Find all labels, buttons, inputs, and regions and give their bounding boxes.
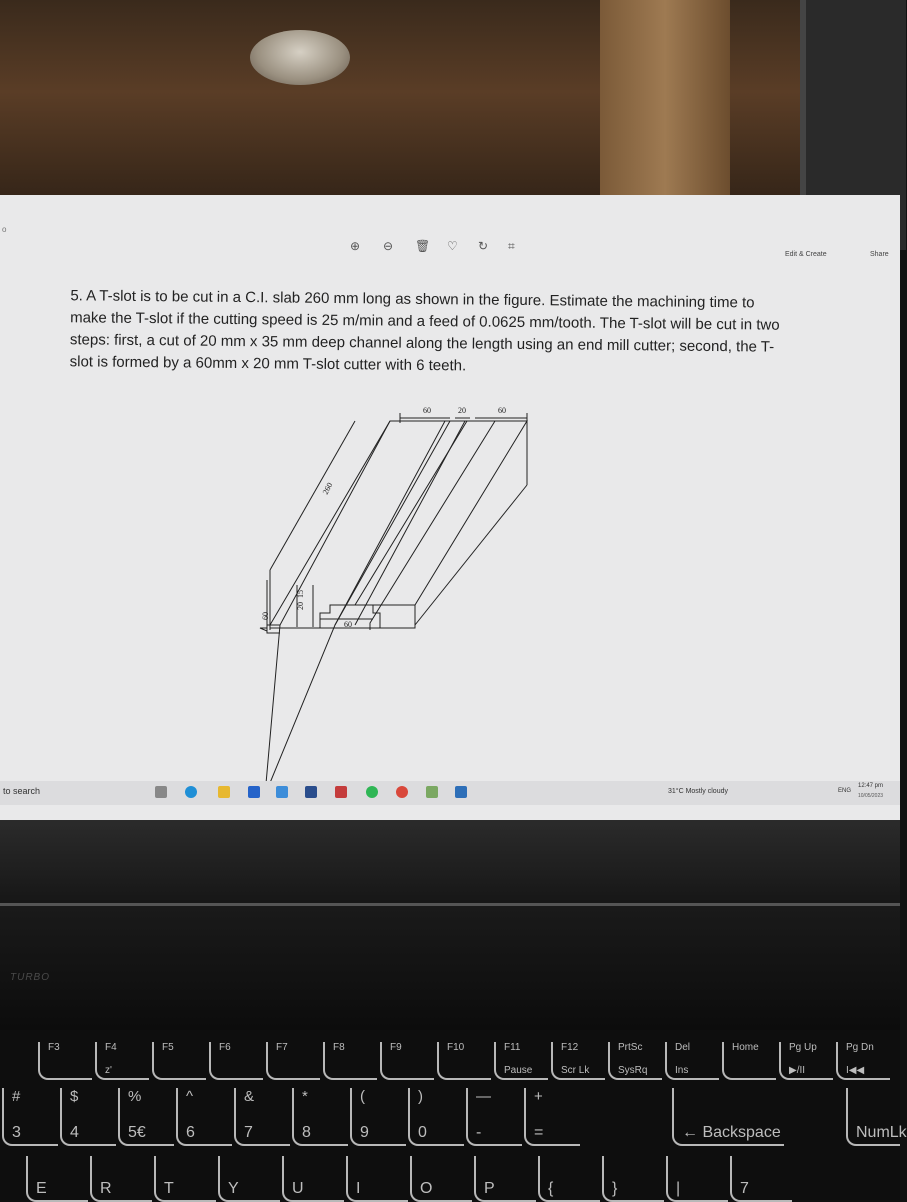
key-top-label: Del xyxy=(675,1042,691,1053)
share-button[interactable]: Share xyxy=(870,251,889,258)
key-top-label: ( xyxy=(360,1088,365,1105)
zoom-out-icon[interactable]: ⊖ xyxy=(383,239,394,253)
edge-icon[interactable] xyxy=(185,786,197,798)
task-view-icon[interactable] xyxy=(155,786,167,798)
key-bottom-label: 7 xyxy=(740,1180,749,1197)
number-key[interactable] xyxy=(118,1088,174,1146)
letter-key[interactable] xyxy=(26,1156,88,1202)
language-indicator[interactable]: ENG xyxy=(838,788,852,794)
function-key[interactable] xyxy=(722,1042,776,1080)
key-bottom-label: I◀◀ xyxy=(846,1065,865,1076)
letter-key[interactable] xyxy=(410,1156,472,1202)
key-bottom-label: ▶/II xyxy=(789,1065,806,1076)
paint-icon[interactable] xyxy=(426,786,438,798)
number-key[interactable] xyxy=(234,1088,290,1146)
key-top-label: ^ xyxy=(186,1088,194,1105)
key-top-label: F8 xyxy=(333,1042,345,1053)
key-top-label: & xyxy=(244,1088,255,1105)
key-bottom-label: 7 xyxy=(244,1124,253,1141)
key-top-label: # xyxy=(12,1088,21,1105)
function-key[interactable] xyxy=(437,1042,491,1080)
mail-icon[interactable] xyxy=(248,786,260,798)
store-icon[interactable] xyxy=(305,786,317,798)
key-bottom-label: Pause xyxy=(504,1065,533,1076)
rotate-icon[interactable]: ↻ xyxy=(478,239,489,253)
function-key[interactable] xyxy=(665,1042,719,1080)
key-top-label: F6 xyxy=(219,1042,231,1053)
file-explorer-icon[interactable] xyxy=(218,786,230,798)
number-key[interactable] xyxy=(466,1088,522,1146)
laptop-bezel xyxy=(0,820,900,910)
number-key[interactable] xyxy=(846,1088,907,1146)
key-bottom-label: } xyxy=(612,1180,618,1197)
function-key[interactable] xyxy=(836,1042,890,1080)
function-key[interactable] xyxy=(608,1042,662,1080)
spotify-icon[interactable] xyxy=(366,786,378,798)
key-top-label: F7 xyxy=(276,1042,288,1053)
letter-key[interactable] xyxy=(474,1156,536,1202)
key-bottom-label: Ins xyxy=(675,1065,689,1076)
problem-statement: 5. A T-slot is to be cut in a C.I. slab 260 mm long as shown in the figure. Estimate the machining time to make the T-slot if the cutting speed is 25 m/min and a feed of 0.0625 mm/tooth. The T-slot will be cut in two steps: first, a cut of 20 mm x 35 mm deep channel along the length using an end mill cutter; second, the T-slot is formed by a 60mm x 20 mm T-slot cutter with 6 teeth. xyxy=(69,287,780,375)
number-key[interactable] xyxy=(2,1088,58,1146)
key-top-label: F5 xyxy=(162,1042,174,1053)
monitor-screen xyxy=(0,195,900,820)
function-key[interactable] xyxy=(494,1042,548,1080)
function-key[interactable] xyxy=(551,1042,605,1080)
key-bottom-label: U xyxy=(292,1180,304,1197)
key-top-label: + xyxy=(534,1088,543,1105)
keyboard xyxy=(0,1030,907,1200)
function-key[interactable] xyxy=(779,1042,833,1080)
function-key[interactable] xyxy=(266,1042,320,1080)
dim-top-right: 60 xyxy=(498,406,506,415)
key-bottom-label: | xyxy=(676,1180,681,1197)
key-bottom-label: 0 xyxy=(418,1124,427,1141)
number-key[interactable] xyxy=(672,1088,784,1146)
number-key[interactable] xyxy=(524,1088,580,1146)
letter-key[interactable] xyxy=(602,1156,664,1202)
app-icon[interactable] xyxy=(276,786,288,798)
letter-key[interactable] xyxy=(538,1156,600,1202)
key-top-label: F4 xyxy=(105,1042,117,1053)
key-bottom-label: Scr Lk xyxy=(561,1065,590,1076)
key-bottom-label: ← Backspace xyxy=(682,1124,781,1141)
key-top-label: Pg Dn xyxy=(846,1042,874,1053)
function-key[interactable] xyxy=(323,1042,377,1080)
key-bottom-label: 4 xyxy=(70,1124,79,1141)
function-key[interactable] xyxy=(152,1042,206,1080)
laptop-deck xyxy=(0,906,900,1030)
key-bottom-label: SysRq xyxy=(618,1065,648,1076)
key-bottom-label: 6 xyxy=(186,1124,195,1141)
letter-key[interactable] xyxy=(666,1156,728,1202)
key-bottom-label: I xyxy=(356,1180,361,1197)
taskbar-search[interactable]: to search xyxy=(3,786,41,796)
key-bottom-label: R xyxy=(100,1180,112,1197)
key-bottom-label: z' xyxy=(105,1065,112,1076)
dim-top-left: 60 xyxy=(423,406,431,415)
key-bottom-label: 9 xyxy=(360,1124,369,1141)
letter-key[interactable] xyxy=(218,1156,280,1202)
key-top-label: F3 xyxy=(48,1042,60,1053)
crop-icon[interactable]: ⌗ xyxy=(508,239,515,253)
favorite-icon[interactable]: ♡ xyxy=(447,239,458,253)
photos-icon[interactable] xyxy=(455,786,467,798)
key-top-label: F12 xyxy=(561,1042,579,1053)
turbo-label: TURBO xyxy=(10,972,50,983)
edit-create-button[interactable]: Edit & Create xyxy=(785,251,827,258)
key-top-label: % xyxy=(128,1088,142,1105)
dim-slot-b: 15 xyxy=(296,590,305,598)
key-top-label: — xyxy=(476,1088,491,1105)
number-key[interactable] xyxy=(176,1088,232,1146)
letter-key[interactable] xyxy=(154,1156,216,1202)
number-key[interactable] xyxy=(60,1088,116,1146)
dim-height: 60 xyxy=(261,612,270,620)
key-bottom-label: Y xyxy=(228,1180,239,1197)
key-top-label: F9 xyxy=(390,1042,402,1053)
key-top-label: F11 xyxy=(504,1042,521,1053)
key-top-label: $ xyxy=(70,1088,79,1105)
function-key[interactable] xyxy=(380,1042,434,1080)
zoom-in-icon[interactable]: ⊕ xyxy=(350,239,361,253)
key-bottom-label: E xyxy=(36,1180,47,1197)
key-bottom-label: O xyxy=(420,1180,433,1197)
key-bottom-label: T xyxy=(164,1180,174,1197)
key-bottom-label: - xyxy=(476,1124,482,1141)
key-bottom-label: 8 xyxy=(302,1124,311,1141)
function-key[interactable] xyxy=(95,1042,149,1080)
letter-key[interactable] xyxy=(346,1156,408,1202)
wooden-door xyxy=(600,0,730,195)
t-slot-figure xyxy=(255,395,555,645)
key-bottom-label: = xyxy=(534,1124,544,1141)
page-indicator: o xyxy=(2,225,7,234)
key-top-label: Home xyxy=(732,1042,759,1053)
key-bottom-label: 5€ xyxy=(128,1124,146,1141)
number-key[interactable] xyxy=(350,1088,406,1146)
media-icon[interactable] xyxy=(335,786,347,798)
weather-status[interactable]: 31°C Mostly cloudy xyxy=(668,788,728,795)
ceiling-light xyxy=(250,30,350,85)
windows-taskbar xyxy=(0,781,900,805)
function-key[interactable] xyxy=(209,1042,263,1080)
key-bottom-label: 3 xyxy=(12,1124,21,1141)
key-bottom-label: NumLk xyxy=(856,1124,907,1141)
key-bottom-label: { xyxy=(548,1180,554,1197)
dim-bottom: 60 xyxy=(344,620,352,629)
clock-date[interactable]: 10/05/2023 xyxy=(858,793,884,799)
function-key[interactable] xyxy=(38,1042,92,1080)
number-key[interactable] xyxy=(408,1088,464,1146)
dim-length: 260 xyxy=(320,481,335,496)
dim-slot-a: 20 xyxy=(296,602,305,610)
number-key[interactable] xyxy=(292,1088,348,1146)
chrome-icon[interactable] xyxy=(396,786,408,798)
key-top-label: PrtSc xyxy=(618,1042,643,1053)
key-top-label: F10 xyxy=(447,1042,465,1053)
letter-key[interactable] xyxy=(730,1156,792,1202)
key-top-label: ) xyxy=(418,1088,423,1105)
key-top-label: * xyxy=(302,1088,308,1105)
key-bottom-label: P xyxy=(484,1180,495,1197)
letter-key[interactable] xyxy=(90,1156,152,1202)
delete-icon[interactable]: 🗑 xyxy=(415,239,431,253)
dim-top-mid: 20 xyxy=(458,406,466,415)
key-top-label: Pg Up xyxy=(789,1042,817,1053)
clock-time[interactable]: 12:47 pm xyxy=(858,783,884,789)
letter-key[interactable] xyxy=(282,1156,344,1202)
